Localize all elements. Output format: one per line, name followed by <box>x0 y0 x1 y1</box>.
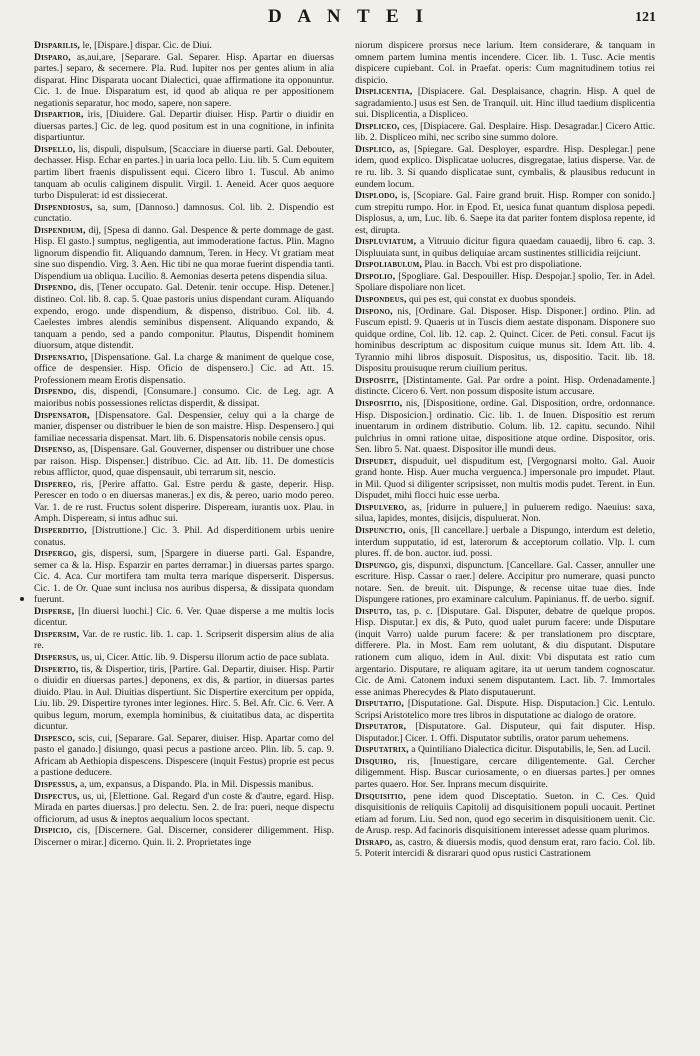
entry-headword: Dispositio, <box>355 397 403 409</box>
dictionary-entry <box>34 606 334 629</box>
entry-headword: Dispessus, <box>34 779 78 790</box>
entry-headword: Dispungo, <box>355 559 399 571</box>
dictionary-entry <box>355 560 655 606</box>
entry-headword: Displodo, <box>355 190 398 202</box>
dictionary-entry <box>34 525 334 548</box>
entry-definition: niorum dispicere prorsus nece larium. Item considerare, & tanquam in omnem partem lumina mentis incendere. Cicer. lib. 1. Tusc. Acie mentis dispicere cupiebant. Col. in Praefat. operis: Cum magnitudinem totius rei dispicio. <box>355 40 655 86</box>
entry-definition: onis, [Il cancellare.] uerbale a Dispungo, interdum est deletio, interdum supputatio, id est, laterorum & acceptorum collatio. Vlp. l. cum plures. ff. de bon. auctor. iud. possi. <box>355 524 655 560</box>
entry-definition: pene idem quod Disceptatio. Sueton. in C. Ces. Quid disquisitionis de reliquiis Capitolij ad disquisitionem populi uocauit. Pertinet etiam ad forum. Liu. Sed non, quod ego secerim in disquisitionem uenit. Cic. de Arusp. resp. Ad facinoris disquisitionem interesset adesse quam plurimos. <box>355 790 655 837</box>
entry-definition: [Dispensatione. Gal. La charge & maniment de quelque cose, office de despensier. Hisp. Oficio de dispensero.] Cic. ad Att. 15. Professionem meam Erotis dispensatio. <box>34 351 334 386</box>
left-column <box>34 40 334 1040</box>
entry-definition: le, [Dispare.] dispar. Cic. de Diui. <box>82 40 212 51</box>
dictionary-entry <box>355 502 655 525</box>
entry-headword: Displico, <box>355 143 395 155</box>
entry-headword: Dispulvero, <box>355 501 407 513</box>
entry-definition: iris, [Diuidere. Gal. Departir diuiser. Hisp. Partir o diuidir en diuersas partes.] Cic. de leg. quod positum est in una cognitione, in infinita dispartiuntur. <box>34 109 334 144</box>
entry-headword: Dispertio, <box>34 663 79 675</box>
entry-definition: as, [Spiegare. Gal. Desployer, espardre. Hisp. Desplegar.] pene idem, quod explico. Displicatae uolucres, disgregatae, latius disperse. Var. de re ru. lib. 3. Si quando displicatae sunt, cymbalis, & plausibus reducunt in eundem locum. <box>355 143 655 190</box>
entry-definition: Plau. in Bacch. Vbi est pro dispoliatione. <box>424 259 582 271</box>
entry-headword: Dispolio, <box>355 270 396 282</box>
dictionary-entry <box>34 779 334 791</box>
entry-definition: gis, dispersi, sum, [Spargere in diuerse parti. Gal. Espandre, semer ca & la. Hisp. Esparzir en partes derramar.] in diuersas partes spargo. Cic. 4. Aca. Cur mortifera tam multa terra marique disperserit. Dispersus. Cic. 1. de Or. Quae sunt inclusa nos auribus dispersa, & dissipata quondam fuerunt. <box>34 548 334 606</box>
entry-definition: dis, [Tener occupato. Gal. Detenir. tenir occupe. Hisp. Detener.] distineo. Col. lib. 8. cap. 5. Quae pastoris unius dispendant curam. Aliquando expendo, erogo. unde dispendium, & dispenso, distribuo. Col. lib. 4. Caelestes imbres alendis seminibus dispensent. Aliquando expando, & tanquam a pendo, sed a pando componitur. Plautus, Dispendit hominem diuorsum, atque distendit. <box>34 282 334 352</box>
entry-headword: Dispersus, <box>34 651 79 663</box>
entry-definition: gis, dispunxi, dispunctum. [Cancellare. Gal. Casser, annuller une escriture. Hisp. Cassar o raer.] delere. Accipitur pro numerare, quasi puncto notare. Sen. de breuit. uit. Dispunge, & recense uitae tuae dies. Inde Dispungere rationes, pro examinare calculum. Papinianus. ff. de uerbo. signif. <box>355 559 655 606</box>
dictionary-entry <box>355 190 655 236</box>
entry-headword: Disquiro, <box>355 755 397 767</box>
dictionary-entry <box>34 40 334 52</box>
entry-headword: Displicentia, <box>355 86 413 98</box>
entry-headword: Dispendium, <box>34 224 86 236</box>
entry-definition: [Dispiacere. Gal. Desplaisance, chagrin. Hisp. A quel de sagradamiento.] usus est Sen. de Tranquil. uit. Hinc illud taedium displicentia sui. Displicentia, a Displiceo. <box>355 86 655 121</box>
dictionary-entry <box>34 386 334 409</box>
dictionary-entry <box>34 664 334 733</box>
dictionary-entry <box>355 259 655 271</box>
entry-definition: us, ui, Cicer. Attic. lib. 9. Dispersu illorum actio de pace sublata. <box>81 651 329 663</box>
dictionary-entry <box>34 733 334 779</box>
dictionary-entry <box>355 144 655 190</box>
running-head: D A N T E I <box>268 6 429 27</box>
dictionary-entry <box>355 456 655 502</box>
entry-headword: Disperditio, <box>34 524 87 536</box>
entry-headword: Disparo, <box>34 51 71 63</box>
entry-headword: Dispectus, <box>34 790 80 802</box>
dictionary-entry <box>355 86 655 121</box>
right-column <box>355 40 655 1040</box>
entry-definition: tas, p. c. [Disputare. Gal. Disputer, debatre de quelque propos. Hisp. Disputar.] ex dis, & Puto, quod ualet purum facere: unde Disputare (inquit Varro) ualde purum facere: & per translationem pro discptare, differere. Pla. in Most. Eam rem uolutant, & diu disputant. Disputare rationem cum aliquo, idem in Aul. dixit: Vbi disputata est ratio cum argentario. Disputare, re aliquam agitare, ita ut uerum tandem cognoscatur. Cic. de Ami. Catonem induxi senem disputantem. Lact. lib. 7. Immortales esse animas Pherecydes & Plato disputauerunt. <box>355 605 655 698</box>
entry-definition: dispuduit, uel dispuditum est, [Vergognarsi molto. Gal. Auoir grand honte. Hisp. Auer mucha verguenca.] impersonale pro impudet. Plaut. in Mil. Quod si diligenter scripsisset, non multis modis pudet. Terent. in Eun. Dispudet, mihi flocci huic esse uerba. <box>355 455 655 502</box>
entry-headword: Dispondeus, <box>355 294 407 306</box>
entry-definition: [Dispensatore. Gal. Despensier, celuy qui a la charge de manier, dispenser ou distribuer le bien de son maistre. Hisp. Despensero.] qui familiae necessaria dispensat. Mart. lib. 6. Dispensatoris nobile censis opus. <box>34 409 334 444</box>
entry-headword: Dispendo, <box>34 386 77 398</box>
page-number: 121 <box>635 10 656 25</box>
dictionary-entry <box>34 225 334 283</box>
dictionary-entry <box>355 271 655 294</box>
margin-dot <box>20 597 24 601</box>
dictionary-entry <box>34 410 334 445</box>
entry-definition: cis, [Discernere. Gal. Discerner, considerer diligemment. Hisp. Discerner o mirar.] dicerno. Quin. li. 2. Proprietates inge <box>34 825 334 848</box>
entry-headword: Disquisitio, <box>355 790 407 802</box>
entry-headword: Dispergo, <box>34 548 77 560</box>
entry-definition: [In diuersi luochi.] Cic. 6. Ver. Quae disperse a me multis locis dicentur. <box>34 605 334 629</box>
entry-headword: Disrapo, <box>355 836 393 848</box>
entry-definition: tis, & Dispertior, tiris, [Partire. Gal. Departir, diuiser. Hisp. Partir o diuidir en diuersas partes.] deponens, ex dis, & partior, in diuersas partes diuido. Plau. in Aul. Diuitias dispertiunt. Sic Dispertire exercitum per oppida, Liu. lib. 29. Dispertire tyrones inter legiones. Hirc. 5. Bel. Afr. Cic. 6. Verr. A quibus legum, morum, exempla hominibus, & ciuitatibus data, ac dispertita dicuntur. <box>34 663 334 733</box>
entry-definition: as, [Dispensare. Gal. Gouverner, dispenser ou distribuer une chose par raison. Hisp. Dispenser.] distribuo. Cic. ad Att. lib. 11. De domesticis rebus afflictor, quod, quae dispensauit, ubi terrarum sit, nescio. <box>34 444 334 479</box>
entry-definition: [Disputatione. Gal. Dispute. Hisp. Disputacion.] Cic. Lentulo. Scripsi Aristotelico more tres libros in disputatione ac dialogo de oratore. <box>355 698 655 721</box>
dictionary-entry <box>355 525 655 560</box>
dictionary-entry <box>355 756 655 791</box>
dictionary-entry <box>34 352 334 387</box>
entry-definition: lis, dispuli, dispulsum, [Scacciare in diuerse parti. Gal. Debouter, dechasser. Hisp. Echar en partes.] in uaria loca pello. Liu. lib. 5. Cum equitem partim libert fraenis dispulissent equi. Cicero libro 1. Tuscul. Ab animo tanquam ab oculis caliginem dispulit. Virgil. 1. Aeneid. Acer quos aequore turbo Dispulerat: id est dissiecerat. <box>34 143 334 202</box>
dictionary-entry <box>34 825 334 848</box>
entry-headword: Displuviatum, <box>355 236 417 248</box>
dictionary-entry <box>34 629 334 652</box>
dictionary-entry <box>34 444 334 479</box>
dictionary-entry <box>34 791 334 826</box>
entry-definition: ces, [Dispiacere. Gal. Desplaire. Hisp. Desagradar.] Cicero Attic. lib. 2. Displiceo mihi, nec scribo sine summo dolore. <box>355 120 655 144</box>
dictionary-entry <box>355 398 655 456</box>
dictionary-entry <box>355 721 655 744</box>
entry-definition: [Distintamente. Gal. Par ordre a point. Hisp. Ordenadamente.] distincte. Cicero 6. Vert. non possum disposite istum accusare. <box>355 374 655 398</box>
dictionary-entry <box>34 652 334 664</box>
entry-definition: Var. de re rustic. lib. 1. cap. 1. Scripserit dispersim alius de alia re. <box>34 628 334 652</box>
entry-definition: sa, sum, [Dannoso.] damnosus. Col. lib. 2. Dispendio est cunctatio. <box>34 201 334 225</box>
entry-headword: Disperse, <box>34 605 75 617</box>
entry-headword: Dispensator, <box>34 409 90 421</box>
dictionary-entry <box>355 121 655 144</box>
entry-headword: Dispoliabulum, <box>355 259 422 271</box>
entry-headword: Dispesco, <box>34 732 76 744</box>
entry-headword: Dispereo, <box>34 478 76 490</box>
entry-headword: Disputatrix, <box>355 744 409 756</box>
entry-headword: Disputo, <box>355 605 392 617</box>
entry-definition: dij, [Spesa di danno. Gal. Despence & perte dommage de gast. Hisp. El gasto.] sumptus, negligentia, aut immoderatione factus. Plin. Magno lignorum dispendio fit. Aliquando damnum, Teren. in Hecy. Vt gratiam meat sine suo dispendio. Virg. 3. Aen. Hic tibi ne qua morae fuerint dispendia tanti. Dispendium ua obliqua. Lucilio. 8. Aemonias deserta petens dispendia silua. <box>34 224 334 282</box>
dictionary-entry <box>355 40 655 86</box>
entry-definition: scis, cui, [Separare. Gal. Separer, diuiser. Hisp. Apartar como del pasto el ganado.] disiungo, quasi pecus a pastione arceo. Plin. lib. 5. cap. 9. Africam ab Aethiopia dispescens. Dispescere (inquit Festus) proprie est pecus a pastione deducere. <box>34 732 334 779</box>
entry-definition: nis, [Dispositione, ordine. Gal. Disposition, ordre, ordonnance. Hisp. Disposicion.] ordinatio. Cic. lib. 1. de Inuen. Dispositio est rerum inuentarum in ordinem distributio. Colum. lib. 12. capitu. secundo. Nihil pulchrius in omni ratione uitae, dispositione atque ordine. Dispositor, oris. Sen. libro 5. Nat. quaest. Dispositor ille mundi deus. <box>355 397 655 456</box>
entry-definition: as,aui,are, [Separare. Gal. Separer. Hisp. Apartar en diuersas partes.] separo, & secernere. Pla. Rud. Iupiter nos per gentes alium in alia disparat. Hinc Disparata uocant Dialectici, quae affirmatione ita opponuntur. Cic. 1. de Inue. Disparatum est, id quod ab aliqua re per appositionem negationis separatur, hoc modo, sapere, non sapere. <box>34 51 334 109</box>
entry-definition: us, ui, [Elettione. Gal. Regard d'un coste & d'autre, egard. Hisp. Mirada en partes diuersas.] pro delectu. Sen. 2. de Ira: pueri, neque dispectu officiorum, ad usus & ineptos aequalium locos spectant. <box>34 790 334 825</box>
entry-headword: Dispendiosus, <box>34 201 93 213</box>
entry-definition: qui pes est, qui constat ex duobus spondeis. <box>409 294 577 306</box>
entry-headword: Dispenso, <box>34 444 76 456</box>
entry-definition: a, um, expansus, a Dispando. Pla. in Mil. Dispessis manibus. <box>80 779 314 790</box>
entry-headword: Dispono, <box>355 305 393 317</box>
dictionary-entry <box>34 52 334 110</box>
entry-headword: Dispensatio, <box>34 351 88 363</box>
entry-headword: Dispello, <box>34 143 76 155</box>
dictionary-entry <box>355 236 655 259</box>
entry-headword: Dispudet, <box>355 455 397 467</box>
entry-headword: Dispersim, <box>34 628 80 640</box>
dictionary-entry <box>355 306 655 375</box>
dictionary-entry <box>355 791 655 837</box>
entry-definition: as, castro, & diuersis modis, quod densum erat, raro facio. Col. lib. 5. Poterit intercidi & disrarari quod opus rustici Castrationem <box>355 836 655 860</box>
dictionary-entry <box>34 548 334 606</box>
dictionary-entry <box>355 698 655 721</box>
dictionary-entry <box>34 202 334 225</box>
entry-definition: [Disputatore. Gal. Disputeur, qui fait disputer. Hisp. Disputador.] Cicer. 1. Offi. Disputator subtilis, orator parum uehemens. <box>355 721 655 744</box>
entry-definition: is, [Scopiare. Gal. Faire grand bruit. Hisp. Romper con sonido.] cum strepitu rumpo. Hor. in Epod. Et, uesica funat quantum displosa pepedi. Displosus, a, um, Luc. lib. 6. Saepe ita dat pariter fontem displosa repente, id est, dirupta. <box>355 190 655 236</box>
entry-headword: Disparilis, <box>34 40 81 51</box>
entry-headword: Displiceo, <box>355 120 400 132</box>
dictionary-entry <box>34 109 334 144</box>
entry-definition: ris, [Inuestigare, cercare diligentemente. Gal. Cercher diligemment. Hisp. Buscar curiosamente, o en diuersas partes.] per omnes partes quaero. Hor. Ser. Inprans mecum disquirite. <box>355 755 655 790</box>
dictionary-entry <box>355 606 655 698</box>
dictionary-entry <box>34 144 334 202</box>
entry-definition: as, [ridurre in puluere,] in puluerem redigo. Naeuius: saxa, silua, lapides, montes, disijcis, dispuluerat. Non. <box>355 501 655 525</box>
entry-definition: ris, [Perire affatto. Gal. Estre perdu & gaste, deperir. Hisp. Perescer en todo o en diuersas maneras.] ex dis, & pereo, uario modo pereo. Var. 1. de re rust. Fructus solent disperire. Dispeream, iurantis uox. Plau. in Amph. Dispeream, si intus adhuc sui. <box>34 478 334 525</box>
entry-headword: Dispendo, <box>34 282 77 294</box>
page-header <box>0 2 700 32</box>
entry-headword: Dispunctio, <box>355 524 406 536</box>
entry-definition: [Spogliare. Gal. Despouiller. Hisp. Despojar.] spolio, Ter. in Adel. Spoliare dispoliare non licet. <box>355 270 655 294</box>
entry-headword: Disputator, <box>355 721 407 733</box>
dictionary-entry <box>355 837 655 860</box>
entry-headword: Disputatio, <box>355 698 404 710</box>
dictionary-entry <box>355 375 655 398</box>
entry-headword: Dispartior, <box>34 109 84 121</box>
entry-headword: Dispicio, <box>34 825 72 837</box>
dictionary-entry <box>34 479 334 525</box>
dictionary-entry <box>34 282 334 351</box>
entry-definition: dis, dispendi, [Consumare.] consumo. Cic. de Leg. agr. A maioribus nobis possessiones relictas disperdit, & dissipat. <box>34 386 334 409</box>
entry-headword: Disposite, <box>355 374 399 386</box>
entry-definition: a Vitruuio dicitur figura quaedam cauaedij, libro 6. cap. 3. Displuuiata sunt, in quibus deliquiae arcam sustinentes stillicidia reijciunt. <box>355 236 655 259</box>
dictionary-entry <box>355 294 655 306</box>
dictionary-entry <box>355 744 655 756</box>
entry-definition: a Quintiliano Dialectica dicitur. Disputabilis, le, Sen. ad Lucil. <box>411 744 651 756</box>
entry-definition: [Distruttione.] Cic. 3. Phil. Ad disperditionem urbis uenire conatus. <box>34 524 334 548</box>
entry-definition: nis, [Ordinare. Gal. Disposer. Hisp. Disponer.] ordino. Plin. ad Fuscum epistl. 9. Quaeris ut in Tuscis diem aestate disponam. Disponere suo quidque ordine, Col. lib. 12. cap. 2. Quinct. Cicer. de Peti. consul. Facut ijs hominibus descriptum ac dispositum cuique munus sit. Idem Att. lib. 4. Tyrannio mihi libros disposuit. Dispositus, us, dispositio. Tacit. lib. 18. Dispositu prouisuque rerum ciuilium peritus. <box>355 305 655 375</box>
